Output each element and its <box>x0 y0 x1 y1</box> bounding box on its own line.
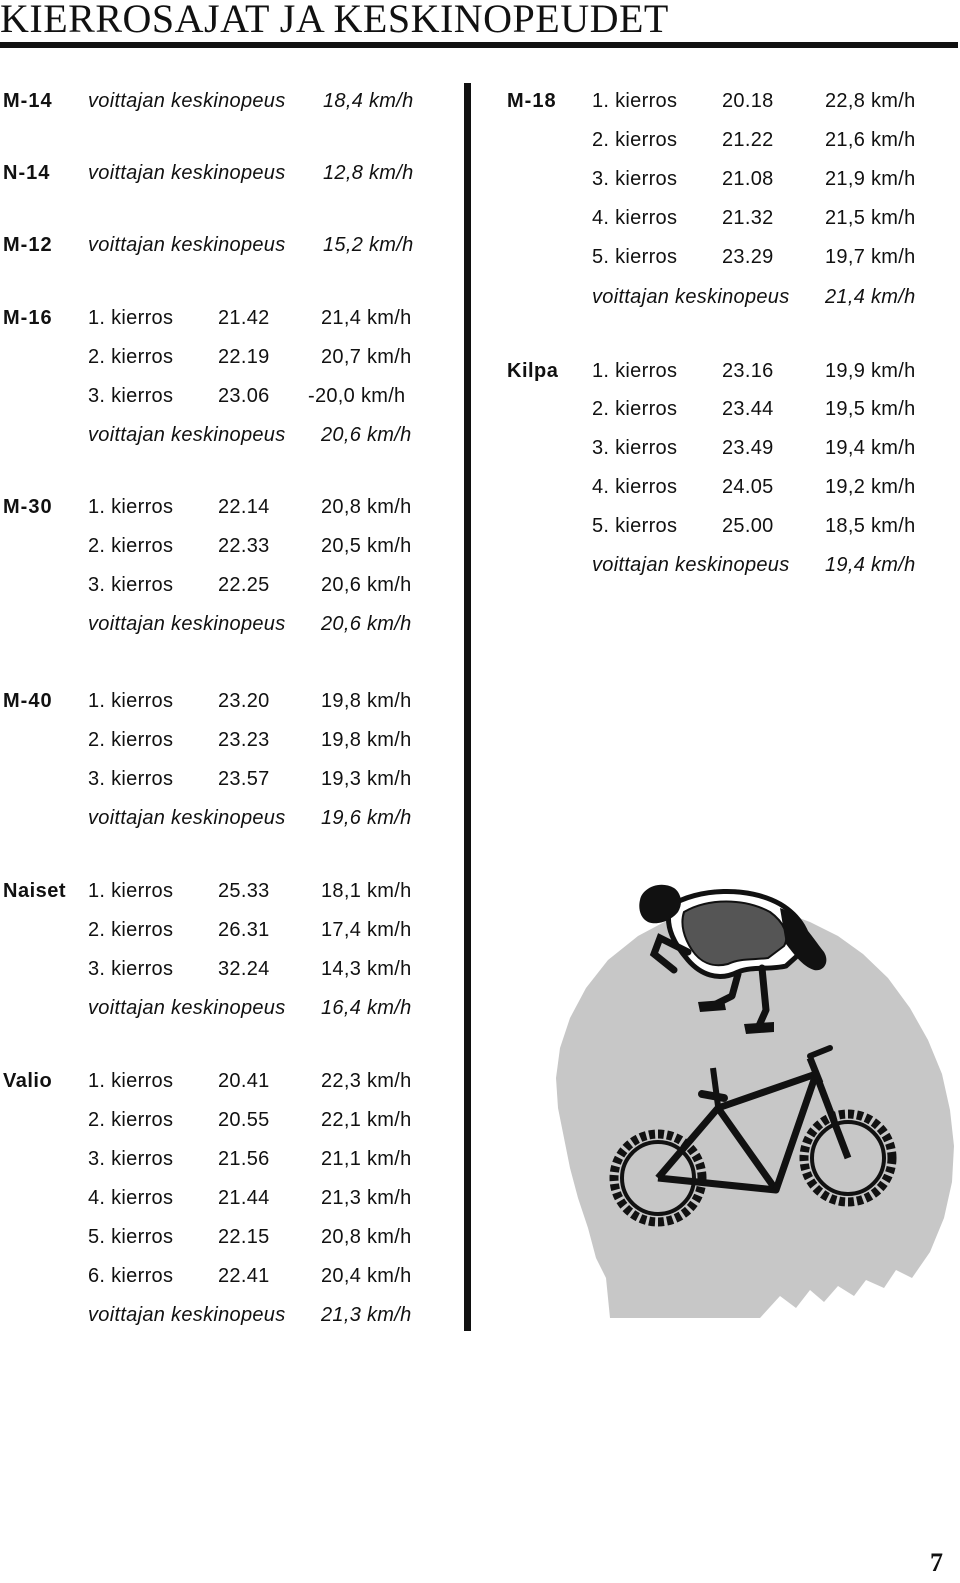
lap-time: 23.49 <box>722 437 774 459</box>
lap-number: 4. kierros <box>88 1187 174 1209</box>
lap-time: 21.08 <box>722 168 774 190</box>
average-speed-label: voittajan keskinopeus <box>88 613 286 635</box>
category-label: M-40 <box>3 690 53 712</box>
lap-time: 24.05 <box>722 476 774 498</box>
lap-speed: 21,1 km/h <box>321 1148 412 1170</box>
average-speed-value: 19,4 km/h <box>825 554 916 576</box>
category-label: M-12 <box>3 234 53 256</box>
lap-number: 1. kierros <box>88 880 174 902</box>
lap-number: 1. kierros <box>88 1070 174 1092</box>
lap-speed: 20,5 km/h <box>321 535 412 557</box>
lap-speed: 20,7 km/h <box>321 346 412 368</box>
lap-number: 1. kierros <box>88 307 174 329</box>
lap-number: 2. kierros <box>88 729 174 751</box>
lap-number: 2. kierros <box>88 535 174 557</box>
average-speed-label: voittajan keskinopeus <box>592 554 790 576</box>
average-speed-label: voittajan keskinopeus <box>88 997 286 1019</box>
lap-time: 23.44 <box>722 398 774 420</box>
page-title: KIERROSAJAT JA KESKINOPEUDET <box>0 0 669 41</box>
lap-speed: 20,6 km/h <box>321 574 412 596</box>
average-speed-label: voittajan keskinopeus <box>88 807 286 829</box>
lap-time: 25.00 <box>722 515 774 537</box>
lap-number: 2. kierros <box>592 129 678 151</box>
average-speed-value: 21,3 km/h <box>321 1304 412 1326</box>
lap-speed: 20,8 km/h <box>321 496 412 518</box>
lap-number: 5. kierros <box>88 1226 174 1248</box>
average-speed-label: voittajan keskinopeus <box>88 1304 286 1326</box>
average-speed-label: voittajan keskinopeus <box>88 90 286 112</box>
lap-number: 4. kierros <box>592 207 678 229</box>
lap-speed: 19,3 km/h <box>321 768 412 790</box>
lap-speed: 22,3 km/h <box>321 1070 412 1092</box>
average-speed-value: 18,4 km/h <box>323 90 414 112</box>
lap-number: 5. kierros <box>592 246 678 268</box>
lap-speed: 20,8 km/h <box>321 1226 412 1248</box>
category-label: M-30 <box>3 496 53 518</box>
lap-speed: 21,4 km/h <box>321 307 412 329</box>
lap-number: 1. kierros <box>592 360 678 382</box>
category-label: Naiset <box>3 880 67 902</box>
lap-number: 3. kierros <box>88 385 174 407</box>
title-rule <box>0 42 958 48</box>
lap-number: 1. kierros <box>88 690 174 712</box>
lap-speed: 19,9 km/h <box>825 360 916 382</box>
lap-time: 20.41 <box>218 1070 270 1092</box>
lap-speed: 19,8 km/h <box>321 729 412 751</box>
category-label: N-14 <box>3 162 51 184</box>
lap-time: 22.19 <box>218 346 270 368</box>
lap-speed: 19,8 km/h <box>321 690 412 712</box>
lap-number: 2. kierros <box>592 398 678 420</box>
average-speed-label: voittajan keskinopeus <box>592 286 790 308</box>
lap-time: 22.33 <box>218 535 270 557</box>
average-speed-value: 21,4 km/h <box>825 286 916 308</box>
lap-number: 1. kierros <box>88 496 174 518</box>
lap-number: 3. kierros <box>88 768 174 790</box>
category-label: Kilpa <box>507 360 559 382</box>
lap-time: 21.22 <box>722 129 774 151</box>
category-label: M-18 <box>507 90 557 112</box>
average-speed-label: voittajan keskinopeus <box>88 234 286 256</box>
lap-speed: 19,5 km/h <box>825 398 916 420</box>
lap-speed: 17,4 km/h <box>321 919 412 941</box>
lap-speed: 19,2 km/h <box>825 476 916 498</box>
lap-time: 23.16 <box>722 360 774 382</box>
lap-speed: 21,3 km/h <box>321 1187 412 1209</box>
lap-time: 21.42 <box>218 307 270 329</box>
lap-speed: 22,8 km/h <box>825 90 916 112</box>
average-speed-label: voittajan keskinopeus <box>88 162 286 184</box>
cyclist-on-moon-illustration <box>548 878 958 1318</box>
lap-speed: 21,5 km/h <box>825 207 916 229</box>
lap-number: 2. kierros <box>88 919 174 941</box>
lap-number: 3. kierros <box>88 574 174 596</box>
category-label: Valio <box>3 1070 53 1092</box>
column-divider <box>464 83 471 1331</box>
average-speed-value: 15,2 km/h <box>323 234 414 256</box>
lap-time: 20.18 <box>722 90 774 112</box>
lap-speed: -20,0 km/h <box>308 385 406 407</box>
lap-time: 23.06 <box>218 385 270 407</box>
average-speed-value: 12,8 km/h <box>323 162 414 184</box>
lap-time: 21.44 <box>218 1187 270 1209</box>
category-label: M-16 <box>3 307 53 329</box>
lap-speed: 21,9 km/h <box>825 168 916 190</box>
lap-speed: 18,5 km/h <box>825 515 916 537</box>
lap-time: 22.25 <box>218 574 270 596</box>
lap-speed: 14,3 km/h <box>321 958 412 980</box>
lap-number: 3. kierros <box>88 1148 174 1170</box>
lap-time: 20.55 <box>218 1109 270 1131</box>
average-speed-value: 20,6 km/h <box>321 613 412 635</box>
lap-speed: 20,4 km/h <box>321 1265 412 1287</box>
lap-time: 21.32 <box>722 207 774 229</box>
lap-speed: 22,1 km/h <box>321 1109 412 1131</box>
lap-number: 4. kierros <box>592 476 678 498</box>
lap-time: 22.15 <box>218 1226 270 1248</box>
lap-number: 1. kierros <box>592 90 678 112</box>
lap-number: 2. kierros <box>88 346 174 368</box>
lap-time: 23.20 <box>218 690 270 712</box>
average-speed-value: 19,6 km/h <box>321 807 412 829</box>
lap-number: 2. kierros <box>88 1109 174 1131</box>
lap-time: 23.23 <box>218 729 270 751</box>
lap-time: 22.41 <box>218 1265 270 1287</box>
lap-time: 23.29 <box>722 246 774 268</box>
lap-number: 6. kierros <box>88 1265 174 1287</box>
lap-time: 23.57 <box>218 768 270 790</box>
lap-time: 22.14 <box>218 496 270 518</box>
average-speed-value: 20,6 km/h <box>321 424 412 446</box>
lap-time: 26.31 <box>218 919 270 941</box>
page-number: 7 <box>930 1548 943 1577</box>
lap-speed: 19,4 km/h <box>825 437 916 459</box>
lap-speed: 19,7 km/h <box>825 246 916 268</box>
lap-number: 3. kierros <box>88 958 174 980</box>
lap-number: 3. kierros <box>592 437 678 459</box>
lap-speed: 18,1 km/h <box>321 880 412 902</box>
lap-time: 25.33 <box>218 880 270 902</box>
category-label: M-14 <box>3 90 53 112</box>
average-speed-label: voittajan keskinopeus <box>88 424 286 446</box>
lap-speed: 21,6 km/h <box>825 129 916 151</box>
lap-time: 21.56 <box>218 1148 270 1170</box>
lap-number: 5. kierros <box>592 515 678 537</box>
lap-number: 3. kierros <box>592 168 678 190</box>
lap-time: 32.24 <box>218 958 270 980</box>
average-speed-value: 16,4 km/h <box>321 997 412 1019</box>
